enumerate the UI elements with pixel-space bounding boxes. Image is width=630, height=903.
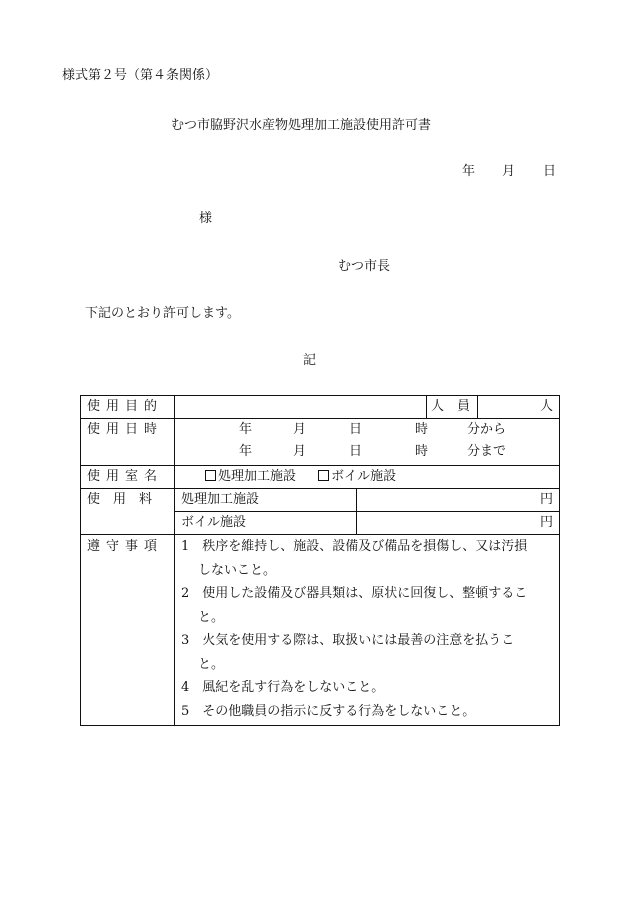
from-minute: 分から <box>467 422 507 437</box>
people-label: 人 員 <box>427 396 478 419</box>
rules-list <box>175 535 560 726</box>
rule-2-cont: と。 <box>198 609 225 625</box>
ki-heading: 記 <box>303 353 317 368</box>
fee-name-boil: ボイル施設 <box>175 512 357 535</box>
addressee-suffix: 様 <box>199 211 213 226</box>
to-hour: 時 <box>415 444 429 459</box>
document-title: むつ市脇野沢水産物処理加工施設使用許可書 <box>171 118 432 133</box>
room-option-boil-label: ボイル施設 <box>331 469 397 484</box>
date-day: 日 <box>543 164 557 179</box>
to-month: 月 <box>293 444 307 459</box>
datetime-to <box>175 442 559 465</box>
rule-3: 3 火気を使用する際は、取扱いには最善の注意を払うこ <box>181 633 515 648</box>
people-value[interactable] <box>478 396 560 419</box>
room-label: 使用室名 <box>81 466 175 489</box>
from-hour: 時 <box>415 422 429 437</box>
intro-text: 下記のとおり許可します。 <box>85 306 240 321</box>
rule-2: 2 使用した設備及び器具類は、原状に回復し、整頓するこ <box>181 586 528 601</box>
fee-amount-processing[interactable] <box>357 489 560 512</box>
room-option-processing[interactable] <box>205 469 296 484</box>
checkbox-processing[interactable] <box>205 470 216 481</box>
rule-5: 5 その他職員の指示に反する行為をしないこと。 <box>181 703 476 719</box>
rule-1-cont: しないこと。 <box>198 562 277 578</box>
purpose-row <box>81 396 560 419</box>
from-year: 年 <box>239 422 253 437</box>
datetime-row <box>81 419 560 466</box>
rule-3-cont: と。 <box>198 656 225 672</box>
fee-label: 使 用 料 <box>81 489 175 535</box>
purpose-value[interactable] <box>175 396 427 419</box>
fee-unit-boil: 円 <box>539 515 553 530</box>
room-options <box>175 466 560 489</box>
datetime-value[interactable] <box>175 419 560 466</box>
room-row <box>81 466 560 489</box>
rules-row <box>81 535 560 726</box>
to-minute: 分まで <box>467 444 507 459</box>
issuer: むつ市長 <box>338 259 391 274</box>
to-year: 年 <box>239 444 253 459</box>
people-unit: 人 <box>539 399 553 414</box>
fee-row-processing <box>81 489 560 512</box>
form-number: 様式第２号（第４条関係） <box>62 68 219 83</box>
rules-label: 遵守事項 <box>81 535 175 726</box>
date-year: 年 <box>462 164 476 179</box>
from-month: 月 <box>293 422 307 437</box>
rule-4: 4 風紀を乱す行為をしないこと。 <box>181 680 385 695</box>
room-option-processing-label: 処理加工施設 <box>218 469 297 484</box>
datetime-from <box>175 419 559 442</box>
to-day: 日 <box>349 444 363 459</box>
from-day: 日 <box>349 422 363 437</box>
checkbox-boil[interactable] <box>318 470 329 481</box>
fee-amount-boil[interactable] <box>357 512 560 535</box>
room-option-boil[interactable] <box>318 469 396 484</box>
fee-unit-processing: 円 <box>539 492 553 507</box>
datetime-label: 使用日時 <box>81 419 175 466</box>
fee-name-processing: 処理加工施設 <box>175 489 357 512</box>
date-month: 月 <box>502 164 516 179</box>
rule-1: 1 秩序を維持し、施設、設備及び備品を損傷し、又は汚損 <box>181 539 528 554</box>
purpose-label: 使用目的 <box>81 396 175 419</box>
permit-table <box>80 395 560 726</box>
